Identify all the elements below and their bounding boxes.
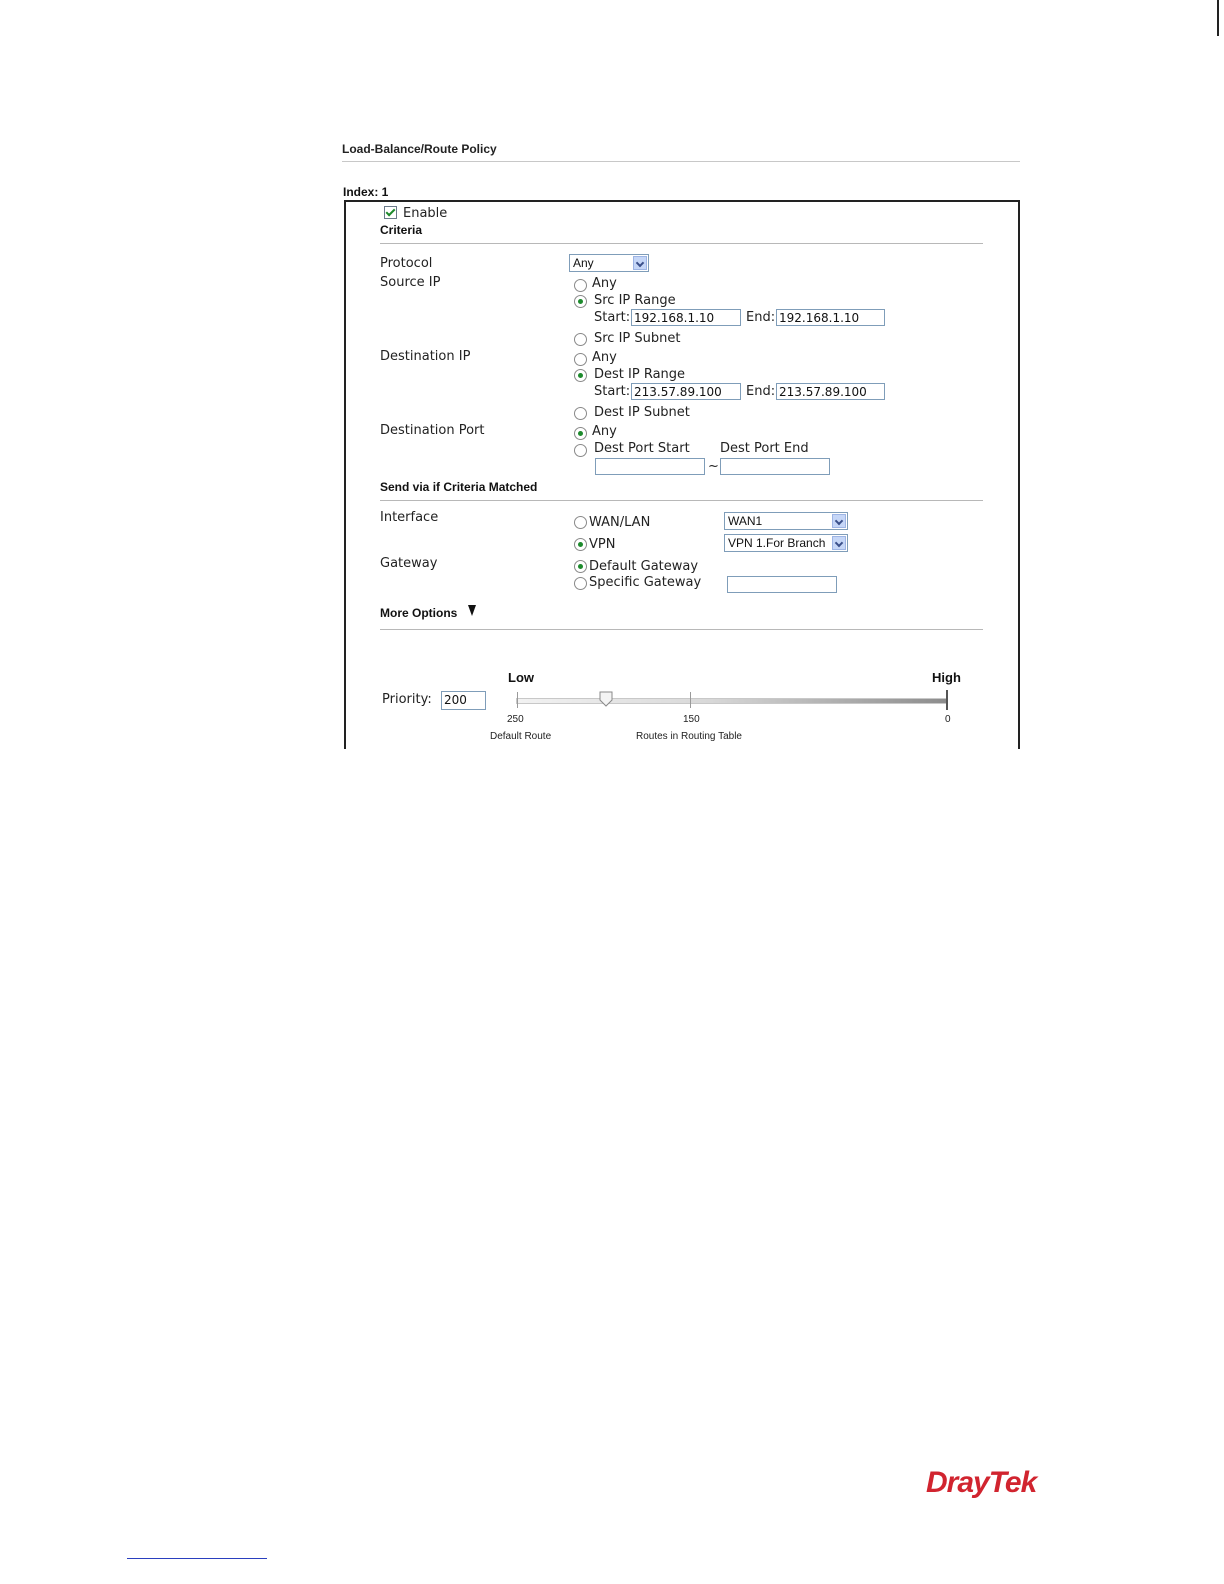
slider-tick-250 xyxy=(517,692,518,708)
interface-vpn-radio[interactable] xyxy=(574,538,587,551)
interface-wanlan-label: WAN/LAN xyxy=(589,515,651,530)
interface-label: Interface xyxy=(380,510,439,525)
protocol-select[interactable] xyxy=(569,254,649,272)
page-edge-line xyxy=(1217,0,1219,36)
source-ip-label: Source IP xyxy=(380,275,441,290)
vpn-select-value: VPN 1.For Branch xyxy=(728,536,826,550)
index-label: Index: 1 xyxy=(343,185,389,199)
source-ip-range-radio[interactable] xyxy=(574,295,587,308)
gateway-default-label: Default Gateway xyxy=(589,559,699,574)
source-ip-range-label: Src IP Range xyxy=(594,293,676,308)
source-end-label: End: xyxy=(746,310,776,325)
wan-select[interactable] xyxy=(724,512,848,530)
tick-label-0: 0 xyxy=(945,714,951,725)
gateway-specific-radio[interactable] xyxy=(574,577,587,590)
gateway-default-radio[interactable] xyxy=(574,560,587,573)
destination-ip-label: Destination IP xyxy=(380,349,471,364)
source-ip-any-label: Any xyxy=(592,276,617,291)
gateway-label: Gateway xyxy=(380,556,438,571)
dest-port-end-label: Dest Port End xyxy=(720,441,809,456)
chevron-down-icon xyxy=(832,514,846,528)
dest-port-any-radio[interactable] xyxy=(574,427,587,440)
default-route-caption: Default Route xyxy=(490,731,552,742)
priority-slider-thumb[interactable] xyxy=(599,691,613,707)
priority-high-label: High xyxy=(932,670,961,685)
title-divider xyxy=(342,161,1020,162)
slider-tick-150 xyxy=(690,692,691,708)
chevron-down-icon xyxy=(633,256,647,270)
dest-ip-range-label: Dest IP Range xyxy=(594,367,686,382)
panel-cutoff xyxy=(0,749,1224,779)
source-ip-subnet-label: Src IP Subnet xyxy=(594,331,681,346)
dest-start-label: Start: xyxy=(594,384,631,399)
source-start-label: Start: xyxy=(594,310,631,325)
send-via-heading: Send via if Criteria Matched xyxy=(380,480,538,494)
criteria-heading: Criteria xyxy=(380,223,423,237)
chevron-down-icon xyxy=(832,536,846,550)
footer-link-underline[interactable] xyxy=(127,1558,267,1559)
port-range-separator: ~ xyxy=(708,459,719,474)
wan-select-value: WAN1 xyxy=(728,514,763,528)
dest-ip-subnet-radio[interactable] xyxy=(574,407,587,420)
dest-port-start-radio[interactable] xyxy=(574,444,587,457)
dest-port-start-input[interactable] xyxy=(595,458,705,475)
enable-checkbox[interactable] xyxy=(384,206,397,219)
source-ip-any-radio[interactable] xyxy=(574,279,587,292)
vpn-select[interactable] xyxy=(724,534,848,552)
priority-low-label: Low xyxy=(508,670,534,685)
page-title: Load-Balance/Route Policy xyxy=(342,142,497,156)
dest-ip-any-label: Any xyxy=(592,350,617,365)
dest-port-end-input[interactable] xyxy=(720,458,830,475)
specific-gateway-input[interactable] xyxy=(727,576,837,593)
interface-wanlan-radio[interactable] xyxy=(574,516,587,529)
source-start-input[interactable]: 192.168.1.10 xyxy=(631,309,741,326)
source-end-input[interactable]: 192.168.1.10 xyxy=(776,309,885,326)
more-options-heading[interactable]: More Options xyxy=(380,606,458,620)
dest-port-start-label: Dest Port Start xyxy=(594,441,690,456)
criteria-divider xyxy=(380,243,983,244)
priority-label: Priority: xyxy=(382,692,432,707)
logo-text: DrayTek xyxy=(926,1466,1037,1499)
dest-start-input[interactable]: 213.57.89.100 xyxy=(631,383,741,400)
tick-label-150: 150 xyxy=(683,714,700,725)
draytek-logo xyxy=(926,1466,1036,1500)
dest-ip-subnet-label: Dest IP Subnet xyxy=(594,405,690,420)
dest-ip-range-radio[interactable] xyxy=(574,369,587,382)
dest-port-any-label: Any xyxy=(592,424,617,439)
priority-input[interactable]: 200 xyxy=(441,691,486,710)
source-ip-subnet-radio[interactable] xyxy=(574,333,587,346)
dest-end-label: End: xyxy=(746,384,776,399)
routing-table-caption: Routes in Routing Table xyxy=(636,731,742,742)
dest-end-input[interactable]: 213.57.89.100 xyxy=(776,383,885,400)
priority-slider-track[interactable] xyxy=(516,698,948,704)
interface-vpn-label: VPN xyxy=(589,537,616,552)
more-options-divider xyxy=(380,629,983,630)
send-via-divider xyxy=(380,500,983,501)
slider-tick-0 xyxy=(946,690,948,710)
protocol-label: Protocol xyxy=(380,256,433,271)
destination-port-label: Destination Port xyxy=(380,423,485,438)
gateway-specific-label: Specific Gateway xyxy=(589,575,702,590)
dest-ip-any-radio[interactable] xyxy=(574,353,587,366)
tick-label-250: 250 xyxy=(507,714,524,725)
protocol-select-value: Any xyxy=(573,256,594,270)
expand-arrow-icon[interactable] xyxy=(468,605,476,616)
enable-label: Enable xyxy=(403,206,448,221)
